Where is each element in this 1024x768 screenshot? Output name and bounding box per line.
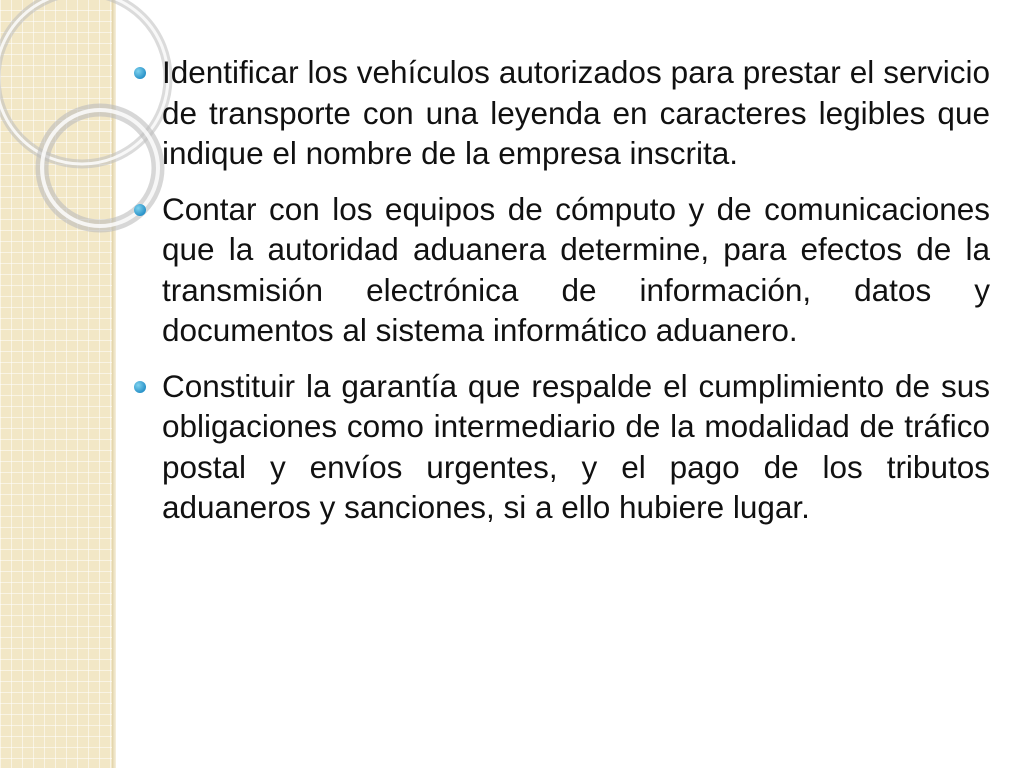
bullet-dot-icon: [134, 67, 146, 79]
bullet-text: Identificar los vehículos autorizados para prestar el servicio de transporte con una leyenda en caracteres legibles que indique el nombre de la empresa inscrita.: [162, 54, 990, 171]
bullet-list: [132, 52, 990, 528]
bullet-item: [132, 189, 990, 351]
decorative-side-strip: [0, 0, 112, 768]
bullet-item: [132, 366, 990, 528]
side-strip-edge: [112, 0, 116, 768]
bullet-dot-icon: [134, 381, 146, 393]
bullet-text: Contar con los equipos de cómputo y de comunicaciones que la autoridad aduanera determine, para efectos de la transmisión electrónica de información, datos y documentos al sistema informático aduanero.: [162, 190, 990, 348]
slide-content: [132, 52, 990, 543]
bullet-item: [132, 52, 990, 174]
bullet-dot-icon: [134, 204, 146, 216]
bullet-text: Constituir la garantía que respalde el cumplimiento de sus obligaciones como intermediario de la modalidad de tráfico postal y envíos urgentes, y el pago de los tributos aduaneros y sanciones, si a ello hubiere lugar.: [162, 367, 990, 525]
